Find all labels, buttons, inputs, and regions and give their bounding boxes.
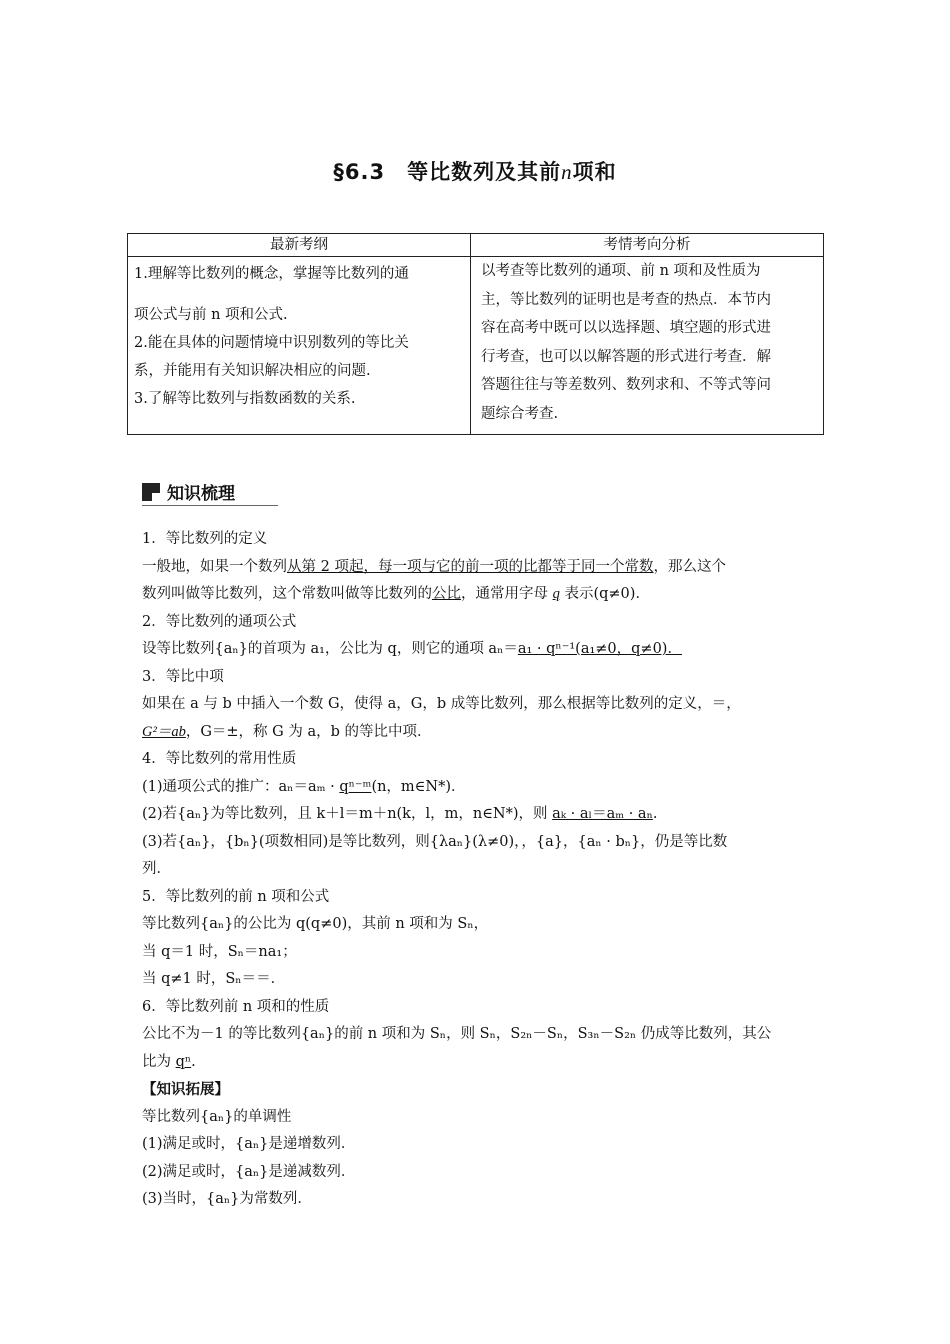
- text-line: (1)满足或时，{aₙ}是递增数列．: [142, 1136, 356, 1152]
- requirement-line: 项公式与前 n 项和公式.: [134, 307, 288, 323]
- text-span: 设等比数列{aₙ}的首项为 a₁，公比为 q，则它的通项 aₙ＝: [142, 641, 518, 657]
- knowledge-extension-heading: 【知识拓展】: [142, 1081, 229, 1098]
- text-span: 比为: [142, 1053, 176, 1070]
- text-span: (2)若{aₙ}为等比数列，且 k＋l＝m＋n(k，l，m，n∈N*)，则: [142, 806, 553, 822]
- requirement-line: 2.能在具体的问题情境中识别数列的等比关: [134, 335, 409, 351]
- requirement-line: 3.了解等比数列与指数函数的关系.: [134, 391, 356, 407]
- outline-table: [127, 233, 824, 435]
- text-span: 数列叫做等比数列，这个常数叫做等比数列的: [142, 586, 432, 602]
- requirement-line: 系，并能用有关知识解决相应的问题.: [134, 363, 371, 379]
- heading-properties: 4．等比数列的常用性质: [142, 751, 297, 767]
- underlined-answer: q: [552, 586, 560, 602]
- text-span: 一般地，如果一个数列: [142, 558, 287, 575]
- underlined-answer: qⁿ: [175, 1053, 192, 1070]
- text-line: [142, 636, 822, 664]
- heading-sum-formula: 5．等比数列的前 n 项和公式: [142, 888, 330, 905]
- analysis-line: 答题往往与等差数列、数列求和、不等式等问: [481, 377, 771, 393]
- text-line: [142, 719, 822, 747]
- text-span: (1)通项公式的推广：aₙ＝aₘ ·: [142, 778, 340, 795]
- underlined-answer: qⁿ⁻ᵐ: [339, 778, 372, 795]
- text-line: (3)若{aₙ}，{bₙ}(项数相同)是等比数列，则{λaₙ}(λ≠0)，，{a}，{aₙ · bₙ}，仍是等比数: [142, 833, 728, 850]
- page-title: [0, 156, 950, 186]
- title-variable: n: [561, 160, 573, 184]
- text-span: ，G＝±，称 G 为 a，b 的等比中项．: [185, 723, 432, 740]
- text-line: 当 q＝1 时，Sₙ＝na₁；: [142, 943, 297, 960]
- text-line: [142, 554, 822, 582]
- text-line: [142, 581, 822, 609]
- text-line: [142, 774, 822, 802]
- text-line: 公比不为－1 的等比数列{aₙ}的前 n 项和为 Sₙ，则 Sₙ，S₂ₙ－Sₙ，S₃ₙ－S₂ₙ 仍成等比数列，其公: [142, 1026, 772, 1042]
- underlined-answer: G²＝ab: [142, 723, 186, 740]
- text-line: 当 q≠1 时，Sₙ＝＝．: [142, 971, 286, 987]
- text-span: (n，m∈N*)．: [371, 778, 466, 795]
- text-line: 如果在 a 与 b 中插入一个数 G，使得 a，G，b 成等比数列，那么根据等比数列的定义，＝，: [142, 696, 741, 712]
- underlined-answer: 公比: [432, 586, 461, 602]
- section-divider: [142, 505, 278, 506]
- text-line: (3)当时，{aₙ}为常数列．: [142, 1191, 312, 1207]
- text-line: 等比数列{aₙ}的公比为 q(q≠0)，其前 n 项和为 Sₙ，: [142, 916, 489, 932]
- analysis-line: 题综合考查.: [481, 405, 559, 422]
- text-line: 列．: [142, 861, 171, 877]
- analysis-cell: [471, 257, 824, 435]
- heading-definition: 1．等比数列的定义: [142, 531, 268, 547]
- text-line: [142, 1049, 822, 1077]
- text-line: (2)满足或时，{aₙ}是递减数列．: [142, 1163, 356, 1180]
- analysis-line: 容在高考中既可以以选择题、填空题的形式进: [481, 320, 771, 336]
- content-body: [142, 526, 822, 1214]
- underlined-answer: aₖ · aₗ＝aₘ · aₙ: [552, 806, 653, 822]
- section-square-icon: [142, 483, 160, 501]
- text-line: 等比数列{aₙ}的单调性: [142, 1108, 292, 1125]
- heading-sum-properties: 6．等比数列前 n 项和的性质: [142, 998, 330, 1015]
- requirement-line: 1.理解等比数列的概念，掌握等比数列的通: [134, 266, 409, 282]
- underlined-answer: 从第 2 项起，每一项与它的前一项的比都等于同一个常数: [287, 558, 654, 575]
- section-label: 知识梳理: [167, 484, 235, 504]
- underlined-answer: a₁ · qⁿ⁻¹(a₁≠0，q≠0)．: [517, 641, 682, 657]
- section-heading: [142, 479, 235, 504]
- text-span: .: [652, 806, 658, 822]
- analysis-line: 以考查等比数列的通项、前 n 项和及性质为: [481, 263, 761, 279]
- text-span: ，通常用字母: [461, 586, 553, 602]
- heading-general-term: 2．等比数列的通项公式: [142, 613, 297, 630]
- analysis-line: 主，等比数列的证明也是考查的热点．本节内: [481, 291, 771, 308]
- text-span: 表示(q≠0)．: [559, 586, 650, 602]
- text-span: .: [191, 1053, 196, 1070]
- requirements-cell: [128, 257, 471, 435]
- col-header-syllabus: 最新考纲: [128, 234, 471, 257]
- title-tail: 项和: [572, 160, 617, 184]
- heading-geometric-mean: 3．等比中项: [142, 668, 224, 685]
- analysis-line: 行考查，也可以以解答题的形式进行考查．解: [481, 348, 771, 365]
- text-line: [142, 801, 822, 829]
- text-span: ，那么这个: [653, 558, 726, 575]
- title-text: §6.3 等比数列及其前: [333, 160, 562, 184]
- col-header-analysis: 考情考向分析: [471, 234, 824, 257]
